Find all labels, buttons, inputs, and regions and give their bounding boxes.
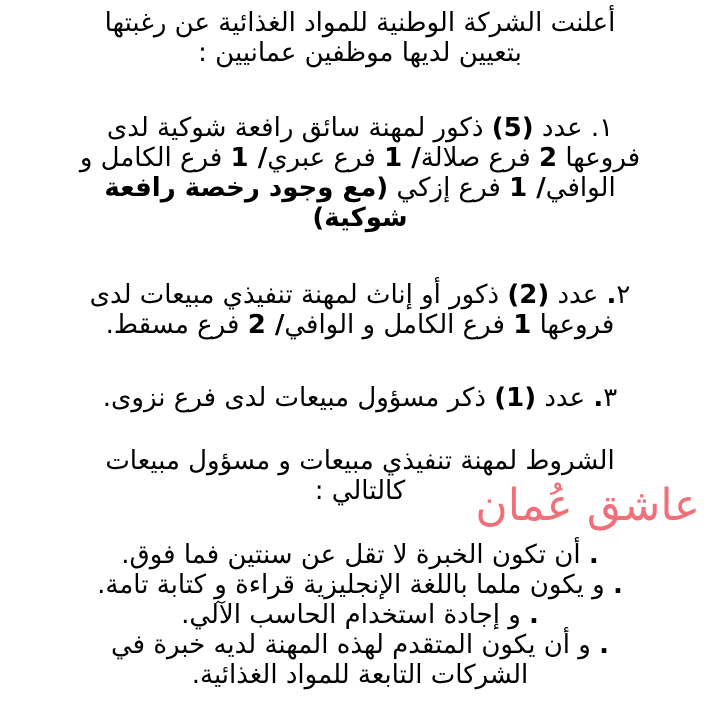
item-2-line-1: ٢. عدد (2) ذكور أو إناث لمهنة تنفيذي مبيعات لدى	[89, 280, 631, 310]
intro-paragraph	[20, 8, 700, 68]
bullet-marker: .	[599, 630, 610, 660]
condition-item-3: . و إجادة استخدام الحاسب الآلي.	[181, 600, 539, 630]
intro-line-1: أعلنت الشركة الوطنية للمواد الغذائية عن رغبتها	[104, 8, 616, 38]
intro-line-2: بتعيين لديها موظفين عمانيين :	[198, 38, 522, 68]
item-2-line-2: فروعها 1 فرع الكامل و الوافي/ 2 فرع مسقط.	[105, 310, 615, 340]
condition-item-4-continued: الشركات التابعة للمواد الغذائية.	[191, 660, 529, 690]
bullet-marker: .	[529, 600, 539, 630]
item-2	[20, 280, 700, 340]
conditions-line-1: الشروط لمهنة تنفيذي مبيعات و مسؤول مبيعات	[105, 446, 615, 476]
bullet-marker: .	[612, 570, 623, 600]
item-1-line-3: الوافي/ 1 فرع إزكي (مع وجود رخصة رافعة	[104, 173, 616, 203]
conditions-list	[20, 540, 700, 690]
item-1-line-1: ١. عدد (5) ذكور لمهنة سائق رافعة شوكية لدى	[106, 113, 614, 143]
condition-item-1: . أن تكون الخبرة لا تقل عن سنتين فما فوق.	[121, 540, 599, 570]
item-1	[20, 113, 700, 233]
bullet-marker: .	[588, 540, 599, 570]
item-1-line-2: فروعها 2 فرع صلالة/ 1 فرع عبري/ 1 فرع الكامل و	[79, 143, 641, 173]
item-1-line-4: شوكية)	[312, 203, 408, 233]
item-3-line-1: ٣. عدد (1) ذكر مسؤول مبيعات لدى فرع نزوى.	[102, 383, 618, 413]
condition-item-2: . و يكون ملما باللغة الإنجليزية قراءة و كتابة تامة.	[97, 570, 623, 600]
watermark-text: عاشق عُمان	[475, 480, 700, 531]
condition-item-4: . و أن يكون المتقدم لهذه المهنة لديه خبرة في	[110, 630, 610, 660]
item-3	[20, 383, 700, 413]
conditions-line-2: كالتالي :	[314, 476, 406, 506]
